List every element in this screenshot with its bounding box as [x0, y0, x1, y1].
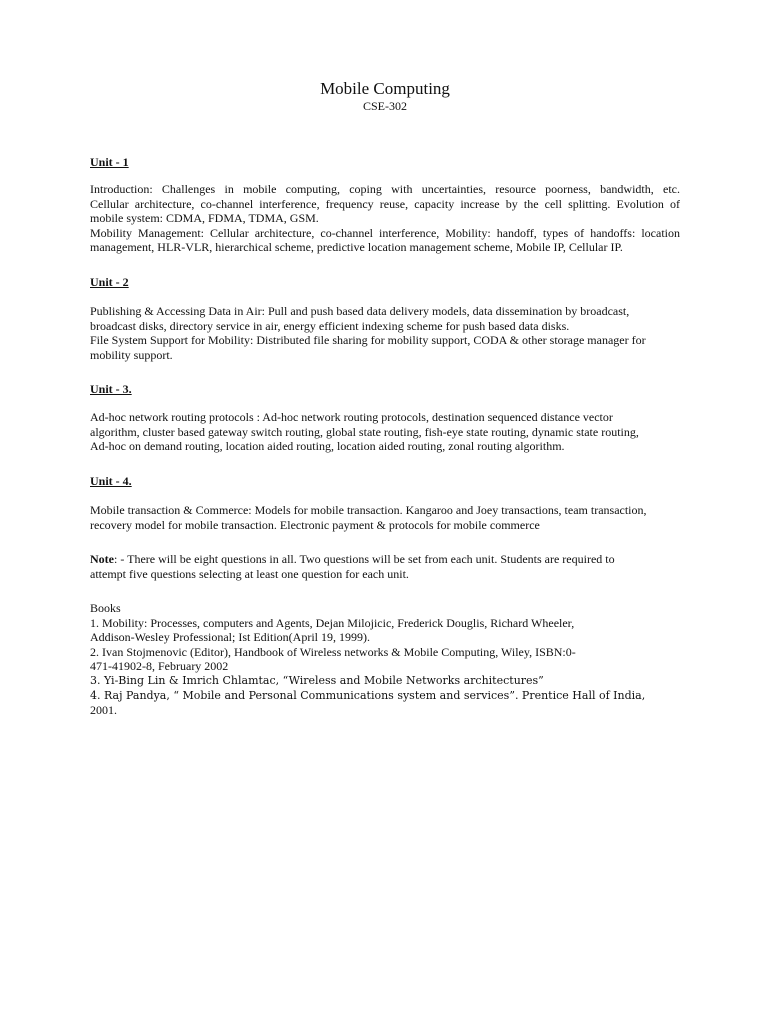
unit-1-body: [90, 182, 680, 255]
books-section: [90, 601, 680, 718]
unit-4-section: [90, 474, 680, 489]
document-page: [90, 0, 680, 1024]
note-line: [90, 552, 680, 567]
unit-2-line: mobility support.: [90, 347, 173, 362]
exam-note: [90, 552, 680, 581]
unit-2-line: broadcast disks, directory service in air, energy efficient indexing scheme for push based data disks.: [90, 318, 570, 333]
unit-4-line: recovery model for mobile transaction. Electronic payment & protocols for mobile commerce: [90, 517, 540, 532]
unit-1-line: Cellular architecture, co-channel interference, frequency reuse, capacity increase by the cell splitting. Evolution of: [90, 196, 680, 211]
unit-1-line: Mobility Management: Cellular architecture, co-channel interference, Mobility: handoff, types of handoffs: location: [90, 225, 680, 240]
unit-1-line: mobile system: CDMA, FDMA, TDMA, GSM.: [90, 211, 319, 226]
unit-1-heading: Unit - 1: [90, 155, 129, 169]
unit-4-body: [90, 503, 680, 532]
document-title: Mobile Computing: [320, 79, 450, 98]
book-line: 4. Raj Pandya, “ Mobile and Personal Communications system and services”. Prentice Hall of India,: [90, 688, 646, 702]
unit-2-heading: Unit - 2: [90, 275, 129, 289]
note-line: attempt five questions selecting at least one question for each unit.: [90, 566, 409, 581]
unit-3-body: [90, 410, 680, 454]
note-label: Note: [90, 552, 114, 566]
unit-4-line: Mobile transaction & Commerce: Models for mobile transaction. Kangaroo and Joey transactions, team transaction,: [90, 503, 647, 517]
book-line: 1. Mobility: Processes, computers and Agents, Dejan Milojicic, Frederick Douglis, Richard Wheeler,: [90, 615, 575, 630]
unit-3-line: Ad-hoc network routing protocols : Ad-hoc network routing protocols, destination sequenced distance vector: [90, 410, 613, 424]
note-text: : - There will be eight questions in all. Two questions will be set from each unit. Students are required to: [114, 552, 615, 566]
unit-3-heading: Unit - 3.: [90, 382, 132, 396]
unit-3-section: [90, 382, 680, 397]
unit-4-heading: Unit - 4.: [90, 474, 132, 488]
unit-2-line: File System Support for Mobility: Distributed file sharing for mobility support, CODA & other storage manager for: [90, 333, 646, 348]
unit-1-line: Introduction: Challenges in mobile computing, coping with uncertainties, resource poorness, bandwidth, etc.: [90, 182, 680, 196]
book-line: 2001.: [90, 703, 117, 718]
book-line: 3. Yi-Bing Lin & Imrich Chlamtac, “Wireless and Mobile Networks architectures”: [90, 673, 544, 687]
course-code: CSE-302: [362, 99, 407, 113]
book-line: 471-41902-8, February 2002: [90, 659, 229, 674]
book-line: Addison-Wesley Professional; Ist Edition(April 19, 1999).: [90, 630, 371, 645]
unit-2-body: [90, 304, 680, 362]
unit-1-line: management, HLR-VLR, hierarchical scheme, predictive location management scheme, Mobile IP, Cellular IP.: [90, 240, 623, 255]
unit-2-line: Publishing & Accessing Data in Air: Pull and push based data delivery models, data dissemination by broadcast,: [90, 304, 630, 318]
book-line: 2. Ivan Stojmenovic (Editor), Handbook of Wireless networks & Mobile Computing, Wiley, ISBN:0-: [90, 644, 576, 659]
books-heading: Books: [90, 601, 121, 615]
unit-3-line: Ad-hoc on demand routing, location aided routing, location aided routing, zonal routing algorithm.: [90, 439, 565, 454]
unit-3-line: algorithm, cluster based gateway switch routing, global state routing, fish-eye state routing, dynamic state routing,: [90, 424, 639, 439]
unit-1-section: [90, 155, 680, 170]
unit-2-section: [90, 275, 680, 290]
